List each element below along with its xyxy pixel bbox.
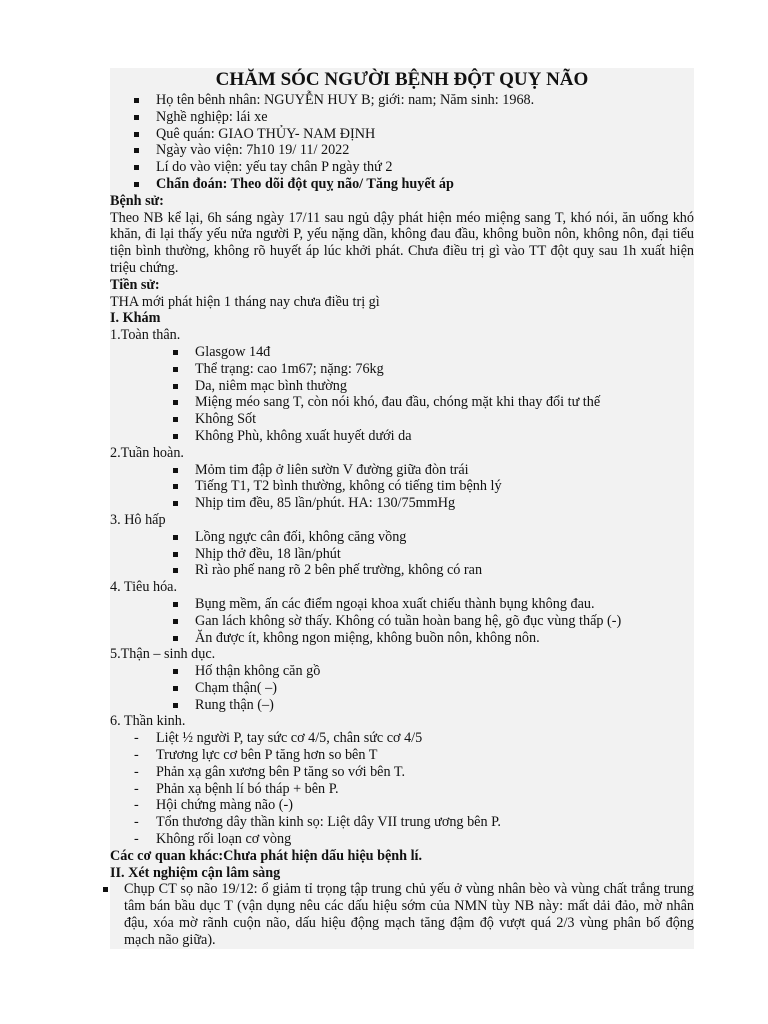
- list-item: Bụng mềm, ấn các điểm ngoại khoa xuất chiếu thành bụng không đau.: [110, 596, 694, 613]
- digestive-list: [110, 596, 694, 646]
- list-item: Glasgow 14đ: [110, 344, 694, 361]
- list-item: Nghề nghiệp: lái xe: [110, 109, 694, 126]
- list-item: Gan lách không sờ thấy. Không có tuần hoàn bang hệ, gõ đục vùng thấp (-): [110, 613, 694, 630]
- list-item: - Tổn thương dây thần kinh sọ: Liệt dây VII trung ương bên P.: [110, 814, 694, 831]
- diagnosis-item: Chẩn đoán: Theo dõi đột quỵ não/ Tăng huyết áp: [110, 176, 694, 193]
- list-item: Quê quán: GIAO THỦY- NAM ĐỊNH: [110, 126, 694, 143]
- list-item: - Phản xạ gân xương bên P tăng so với bên T.: [110, 764, 694, 781]
- document-title: CHĂM SÓC NGƯỜI BỆNH ĐỘT QUỴ NÃO: [215, 69, 589, 90]
- circulation-heading: 2.Tuần hoàn.: [110, 444, 184, 461]
- ct-scan-item: [110, 881, 694, 948]
- list-item: Thể trạng: cao 1m67; nặng: 76kg: [110, 361, 694, 378]
- circulation-list: [110, 462, 694, 512]
- patient-info-list: [110, 92, 694, 193]
- list-item: Lồng ngực cân đối, không căng vồng: [110, 529, 694, 546]
- list-item: Lí do vào viện: yếu tay chân P ngày thứ 2: [110, 159, 694, 176]
- general-heading: 1.Toàn thân.: [110, 327, 181, 344]
- list-item: - Liệt ½ người P, tay sức cơ 4/5, chân sức cơ 4/5: [110, 730, 694, 747]
- general-list: [110, 344, 694, 445]
- bullet-icon: [103, 887, 108, 892]
- respiratory-heading: 3. Hô hấp: [110, 511, 166, 528]
- neuro-list: [110, 730, 694, 848]
- list-item: Hố thận không căn gồ: [110, 663, 694, 680]
- neuro-heading: 6. Thần kinh.: [110, 713, 186, 730]
- list-item: Da, niêm mạc bình thường: [110, 378, 694, 395]
- list-item: Chạm thận( –): [110, 680, 694, 697]
- list-item: Tiếng T1, T2 bình thường, không có tiếng tim bệnh lý: [110, 478, 694, 495]
- list-item: Mỏm tim đập ở liên sườn V đường giữa đòn trái: [110, 462, 694, 479]
- list-item: - Không rối loạn cơ vòng: [110, 831, 694, 848]
- list-item: Không Sốt: [110, 411, 694, 428]
- other-organs: Các cơ quan khác:Chưa phát hiện dấu hiệu bệnh lí.: [110, 847, 423, 864]
- list-item: Nhịp tim đều, 85 lần/phút. HA: 130/75mmHg: [110, 495, 694, 512]
- list-item: Họ tên bênh nhân: NGUYỄN HUY B; giới: nam; Năm sinh: 1968.: [110, 92, 694, 109]
- past-history-heading: Tiền sử:: [110, 276, 160, 293]
- list-item: - Hội chứng màng não (-): [110, 797, 694, 814]
- labs-heading: II. Xét nghiệm cận lâm sàng: [110, 864, 281, 881]
- digestive-heading: 4. Tiêu hóa.: [110, 579, 178, 596]
- renal-heading: 5.Thận – sinh dục.: [110, 646, 216, 663]
- exam-heading: I. Khám: [110, 310, 161, 327]
- list-item: - Trương lực cơ bên P tăng hơn so bên T: [110, 747, 694, 764]
- list-item: Ăn được ít, không ngon miệng, không buồn nôn, không nôn.: [110, 630, 694, 647]
- history-heading: Bệnh sử:: [110, 192, 164, 209]
- document-page: [110, 68, 694, 949]
- list-item: Rì rào phế nang rõ 2 bên phế trường, không có ran: [110, 562, 694, 579]
- history-text: Theo NB kể lại, 6h sáng ngày 17/11 sau ngủ dậy phát hiện méo miệng sang T, khó nói, ăn uống khó khăn, đi lại thấy yếu nửa người P, yếu nặng dần, không đau đầu, không buồn nôn, không nôn, đại tiểu tiện bình thường, không rõ huyết áp lúc khởi phát. Chưa điều trị gì vào TT đột quỵ sau 1h xuất hiện triệu chứng.: [110, 209, 694, 276]
- list-item: - Phản xạ bệnh lí bó tháp + bên P.: [110, 781, 694, 798]
- respiratory-list: [110, 529, 694, 579]
- list-item: Miệng méo sang T, còn nói khó, đau đầu, chóng mặt khi thay đổi tư thế: [110, 394, 694, 411]
- renal-list: [110, 663, 694, 713]
- ct-scan-text: Chụp CT sọ não 19/12: ổ giảm tỉ trọng tập trung chủ yếu ở vùng nhân bèo và vùng chất trắng trung tâm bán bầu dục T (vận dụng nêu các dấu hiệu sớm của NMN tùy NB này: mất dải đảo, mờ nhân đậu, xóa mờ rãnh cuộn não, dấu hiệu động mạch tăng đậm độ vượt quá 2/3 vùng phân bố động mạch não giữa).: [124, 881, 694, 948]
- list-item: Ngày vào viện: 7h10 19/ 11/ 2022: [110, 142, 694, 159]
- past-history-text: THA mới phát hiện 1 tháng nay chưa điều trị gì: [110, 293, 380, 310]
- list-item: Nhịp thở đều, 18 lần/phút: [110, 546, 694, 563]
- list-item: Rung thận (–): [110, 697, 694, 714]
- list-item: Không Phù, không xuất huyết dưới da: [110, 428, 694, 445]
